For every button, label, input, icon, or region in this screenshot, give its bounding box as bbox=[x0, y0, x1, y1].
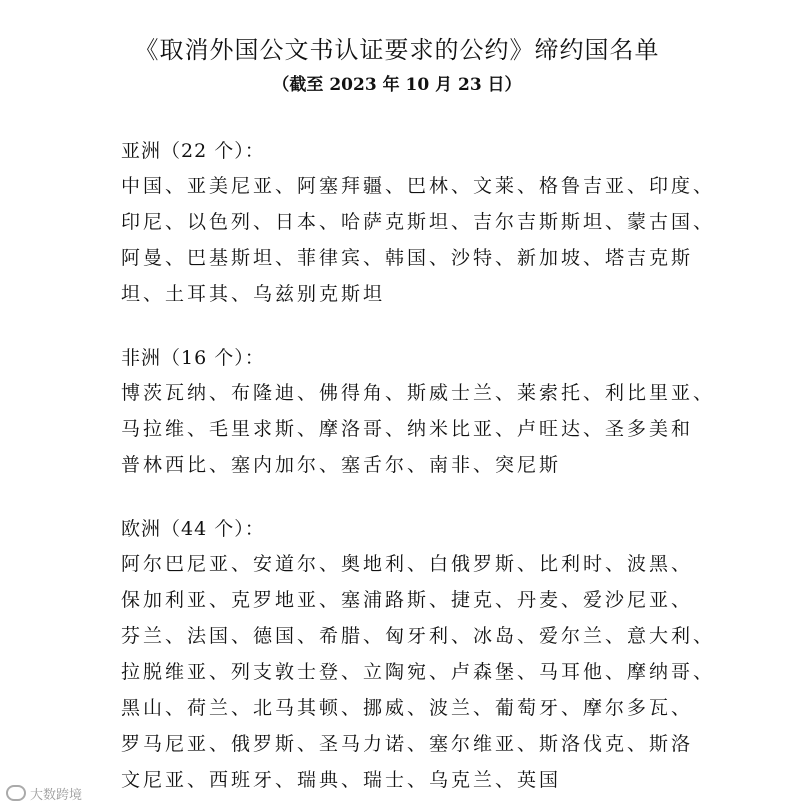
country-line: 印尼、以色列、日本、哈萨克斯坦、吉尔吉斯斯坦、蒙古国、 bbox=[121, 211, 716, 233]
section-heading: 非洲（16 个）： bbox=[121, 347, 265, 369]
country-line: 普林西比、塞内加尔、塞舌尔、南非、突尼斯 bbox=[121, 454, 562, 476]
country-line: 马拉维、毛里求斯、摩洛哥、纳米比亚、卢旺达、圣多美和 bbox=[121, 418, 694, 440]
watermark-text: 大数跨境 bbox=[30, 788, 83, 803]
section-heading: 欧洲（44 个）： bbox=[121, 518, 265, 540]
page-subtitle: （截至 2023 年 10 月 23 日） bbox=[272, 75, 522, 95]
country-line: 文尼亚、西班牙、瑞典、瑞士、乌克兰、英国 bbox=[121, 769, 562, 791]
country-line: 阿尔巴尼亚、安道尔、奥地利、白俄罗斯、比利时、波黑、 bbox=[121, 553, 694, 575]
country-line: 博茨瓦纳、布隆迪、佛得角、斯威士兰、莱索托、利比里亚、 bbox=[121, 382, 716, 404]
country-line: 黑山、荷兰、北马其顿、挪威、波兰、葡萄牙、摩尔多瓦、 bbox=[121, 697, 694, 719]
country-line: 中国、亚美尼亚、阿塞拜疆、巴林、文莱、格鲁吉亚、印度、 bbox=[121, 175, 716, 197]
section-asia bbox=[121, 134, 716, 312]
country-line: 拉脱维亚、列支敦士登、立陶宛、卢森堡、马耳他、摩纳哥、 bbox=[121, 661, 716, 683]
country-line: 保加利亚、克罗地亚、塞浦路斯、捷克、丹麦、爱沙尼亚、 bbox=[121, 589, 694, 611]
page-title: 《取消外国公文书认证要求的公约》缔约国名单 bbox=[134, 36, 660, 64]
watermark bbox=[6, 784, 82, 803]
watermark-logo-icon bbox=[6, 785, 26, 801]
country-line: 芬兰、法国、德国、希腊、匈牙利、冰岛、爱尔兰、意大利、 bbox=[121, 625, 716, 647]
section-africa bbox=[121, 341, 716, 483]
section-europe bbox=[121, 512, 716, 798]
country-line: 坦、土耳其、乌兹别克斯坦 bbox=[121, 283, 386, 305]
country-line: 罗马尼亚、俄罗斯、圣马力诺、塞尔维亚、斯洛伐克、斯洛 bbox=[121, 733, 694, 755]
section-heading: 亚洲（22 个）： bbox=[121, 140, 265, 162]
country-line: 阿曼、巴基斯坦、菲律宾、韩国、沙特、新加坡、塔吉克斯 bbox=[121, 247, 694, 269]
